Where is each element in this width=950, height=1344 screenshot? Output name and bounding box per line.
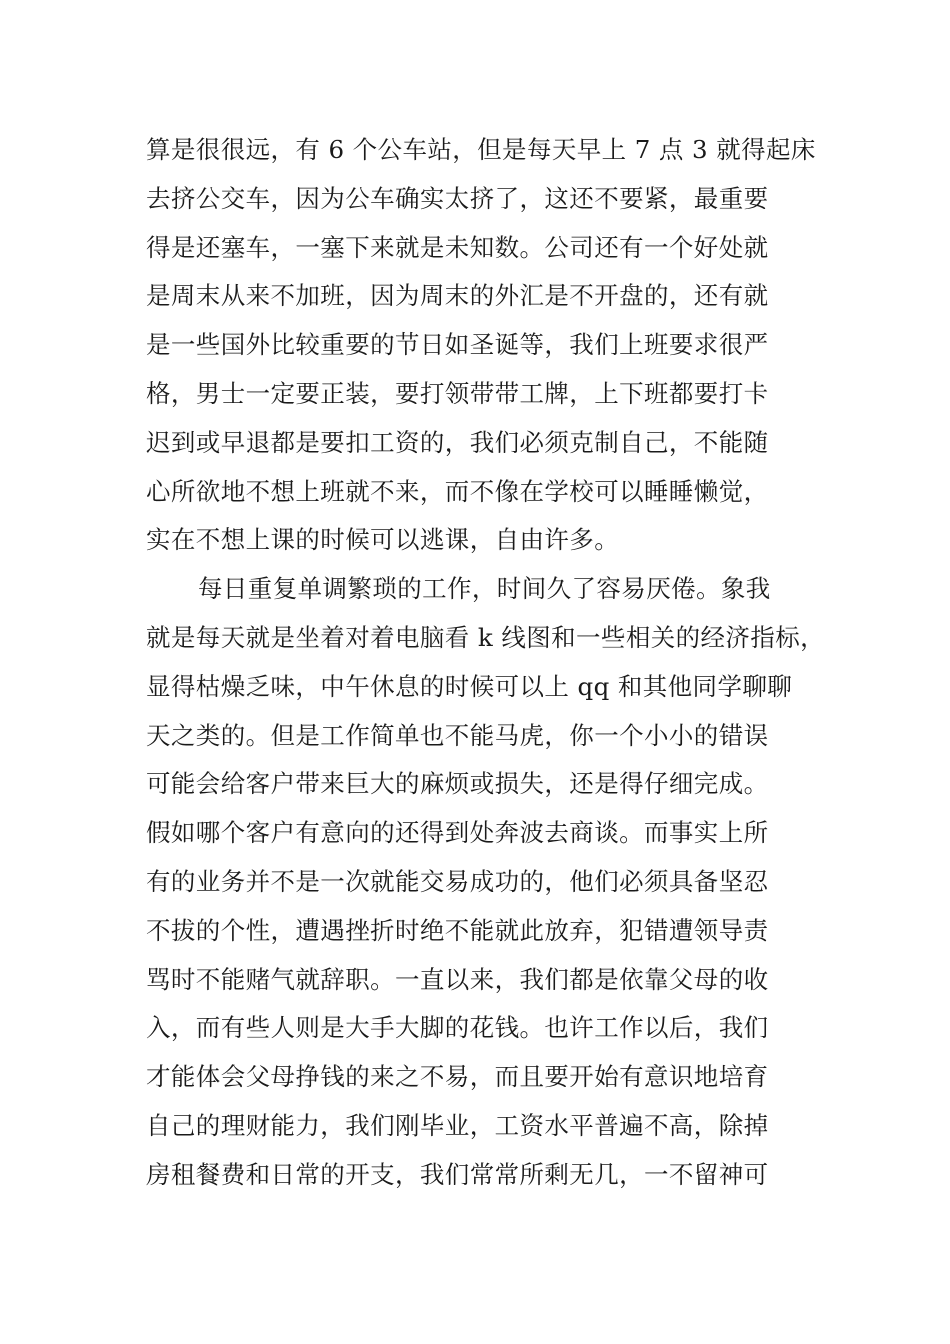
paragraph-2-line: 就是每天就是坐着对着电脑看 k 线图和一些相关的经济指标，: [146, 622, 826, 652]
paragraph-2-line: 骂时不能赌气就辞职。一直以来，我们都是依靠父母的收: [146, 964, 769, 994]
paragraph-2-line: 显得枯燥乏味，中午休息的时候可以上 qq 和其他同学聊聊: [146, 671, 793, 701]
paragraph-1-line: 格，男士一定要正装，要打领带带工牌，上下班都要打卡: [146, 378, 769, 408]
paragraph-1-line: 算是很很远，有 6 个公车站，但是每天早上 7 点 3 就得起床: [146, 135, 816, 164]
paragraph-2-line: 有的业务并不是一次就能交易成功的，他们必须具备坚忍: [146, 866, 769, 896]
paragraph-2-line: 自己的理财能力，我们刚毕业，工资水平普遍不高，除掉: [146, 1110, 769, 1140]
body-text: [146, 126, 826, 1200]
paragraph-1-line: 心所欲地不想上班就不来，而不像在学校可以睡睡懒觉，: [146, 476, 769, 506]
paragraph-1-line: 得是还塞车，一塞下来就是未知数。公司还有一个好处就: [146, 232, 769, 262]
paragraph-2-line: 房租餐费和日常的开支，我们常常所剩无几，一不留神可: [146, 1159, 769, 1189]
paragraph-2-line: 假如哪个客户有意向的还得到处奔波去商谈。而事实上所: [146, 818, 769, 848]
paragraph-1-line: 实在不想上课的时候可以逃课，自由许多。: [146, 525, 620, 555]
paragraph-2-line: 才能体会父母挣钱的来之不易，而且要开始有意识地培育: [146, 1062, 769, 1092]
paragraph-2-line: 可能会给客户带来巨大的麻烦或损失，还是得仔细完成。: [146, 769, 769, 799]
paragraph-1-line: 是一些国外比较重要的节日如圣诞等，我们上班要求很严: [146, 330, 769, 360]
paragraph-2-line: 入，而有些人则是大手大脚的花钱。也许工作以后，我们: [146, 1013, 769, 1043]
paragraph-1-line: 是周末从来不加班，因为周末的外汇是不开盘的，还有就: [146, 281, 769, 311]
paragraph-2-line: 不拔的个性，遭遇挫折时绝不能就此放弃，犯错遭领导责: [146, 915, 769, 945]
paragraph-1-line: 迟到或早退都是要扣工资的，我们必须克制自己，不能随: [146, 427, 769, 457]
paragraph-2-line: 天之类的。但是工作简单也不能马虎，你一个小小的错误: [146, 720, 769, 750]
paragraph-1-line: 去挤公交车，因为公车确实太挤了，这还不要紧，最重要: [146, 183, 769, 213]
paragraph-2-line: 每日重复单调繁琐的工作，时间久了容易厌倦。象我: [198, 574, 771, 604]
